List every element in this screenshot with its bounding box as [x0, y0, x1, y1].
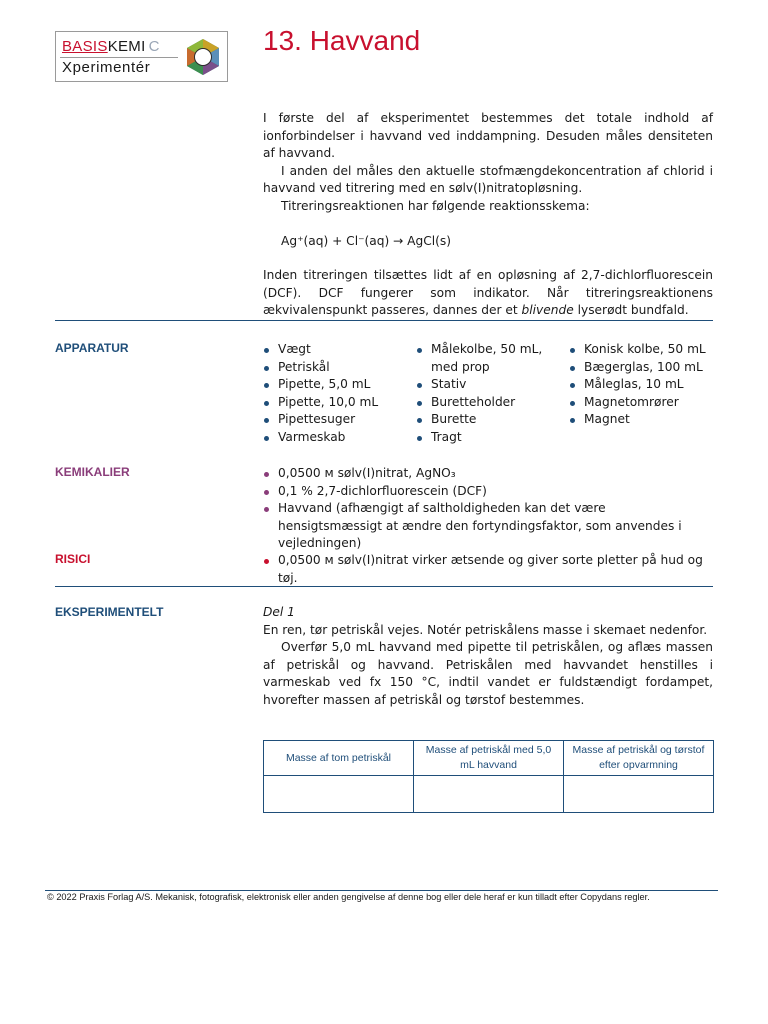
apparatur-item-label: Varmeskab [278, 429, 346, 444]
table-cell-dish-with-residue[interactable] [564, 776, 714, 813]
apparatur-item [569, 411, 719, 429]
apparatur-item-label: Magnet [584, 412, 630, 427]
apparatur-item-label: Buretteholder [431, 394, 516, 409]
page-title: 13. Havvand [263, 25, 421, 56]
apparatur-item [263, 429, 408, 447]
bullet-icon [264, 401, 269, 406]
experiment-text [263, 604, 713, 710]
risici-list [263, 552, 713, 587]
reaction-equation: Ag⁺(aq) + Cl⁻(aq) → AgCl(s) [281, 233, 452, 248]
apparatur-heading: APPARATUR [55, 341, 129, 355]
apparatur-item-label: Pipette, 5,0 mL [278, 377, 371, 392]
bullet-icon [417, 418, 422, 423]
bullet-icon [570, 366, 575, 371]
table-header-empty-dish: Masse af tom petriskål [264, 741, 414, 776]
table-row [264, 776, 714, 813]
apparatur-item-label: Konisk kolbe, 50 mL [584, 342, 706, 356]
apparatur-item-label: Pipettesuger [278, 412, 356, 427]
risiko-item-label: 0,0500 ᴍ sølv(I)nitrat virker ætsende og giver sorte pletter på hud og tøj. [278, 553, 703, 585]
apparatur-item-label: Pipette, 10,0 mL [278, 394, 379, 409]
logo-divider [60, 57, 178, 58]
apparatur-item [416, 359, 566, 377]
bullet-icon [264, 436, 269, 441]
apparatur-item [569, 376, 719, 394]
bullet-icon [417, 436, 422, 441]
table-cell-dish-with-seawater[interactable] [414, 776, 564, 813]
intro-p4-start: Inden titreringen tilsættes lidt af en opløsning af 2,7-dichlorfluorescein (DCF). DCF fungerer som indikator. Når titreringsreaktionens ækvivalenspunkt passeres, dannes der et [263, 268, 713, 318]
table-header-dish-with-seawater: Masse af petriskål med 5,0 mL havvand [414, 741, 564, 776]
bullet-icon [264, 383, 269, 388]
mass-table [263, 740, 714, 813]
logo-c: C [148, 38, 160, 55]
intro-paragraph-3: Titreringsreaktionen har følgende reaktionsskema: [281, 198, 590, 213]
apparatur-item-label: Vægt [278, 342, 311, 356]
intro-paragraph-1: I første del af eksperimentet bestemmes det totale indhold af ionforbindelser i havvand ved inddampning. Desuden måles densiteten af havvand. [263, 111, 713, 161]
risici-heading: RISICI [55, 552, 91, 566]
kemikalie-item [263, 483, 713, 501]
apparatur-item-label: Tragt [431, 429, 462, 444]
intro-p4-italic: blivende [521, 303, 574, 318]
apparatur-item [416, 411, 566, 429]
logo-subtitle: Xperimentér [62, 59, 151, 76]
table-cell-empty-dish[interactable] [264, 776, 414, 813]
intro-paragraph-4 [263, 267, 713, 320]
bullet-icon [264, 348, 269, 353]
intro-paragraph-2: I anden del måles den aktuelle stofmængdekoncentration af chlorid i havvand ved titrering med en sølv(I)nitratopløsning. [263, 163, 713, 196]
apparatur-item [263, 359, 408, 377]
apparatur-item-label: Målekolbe, 50 mL, [431, 342, 543, 356]
apparatur-item-label: Petriskål [278, 359, 330, 374]
risiko-item [263, 552, 713, 587]
bullet-icon [570, 383, 575, 388]
apparatur-item [569, 341, 719, 359]
kemikalie-item-label: Havvand (afhængigt af saltholdigheden kan det være hensigtsmæssigt at ændre den fortyndingsfaktor, som anvendes i vejledningen) [278, 501, 682, 551]
section-divider [55, 320, 713, 321]
apparatur-list-2 [416, 341, 566, 447]
apparatur-item-label: Bægerglas, 100 mL [584, 359, 703, 374]
kemikalier-heading: KEMIKALIER [55, 465, 130, 479]
footer-divider [45, 890, 718, 891]
kemikalie-item-label: 0,0500 ᴍ sølv(I)nitrat, AgNO₃ [278, 466, 456, 480]
kemikalie-item [263, 500, 713, 553]
bullet-icon [570, 348, 575, 353]
apparatur-item [416, 341, 566, 359]
bullet-icon [570, 418, 575, 423]
copyright-footer: © 2022 Praxis Forlag A/S. Mekanisk, fotografisk, elektronisk eller anden gengivelse af denne bog eller dele heraf er kun tilladt efter Copydans regler. [47, 892, 650, 902]
experiment-paragraph-2: Overfør 5,0 mL havvand med pipette til petriskålen, og aflæs massen af petriskål og havvand. Petriskålen med havvandet henstilles i varmeskab ved fx 150 °C, indtil vandet er fuldstændigt fordampet, hvorefter massen af petriskål og tørstof bestemmes. [263, 640, 713, 707]
apparatur-item [416, 429, 566, 447]
apparatur-item [569, 359, 719, 377]
kemikalier-list [263, 465, 713, 553]
bullet-icon [264, 507, 269, 512]
kemikalie-item-label: 0,1 % 2,7-dichlorfluorescein (DCF) [278, 483, 487, 498]
apparatur-list-1 [263, 341, 408, 447]
section-divider [55, 586, 713, 587]
apparatur-item-label: med prop [431, 359, 490, 374]
eksperimentelt-heading: EKSPERIMENTELT [55, 605, 164, 619]
experiment-paragraph-1: En ren, tør petriskål vejes. Notér petriskålens masse i skemaet nedenfor. [263, 622, 708, 637]
bullet-icon [264, 418, 269, 423]
apparatur-item-label: Burette [431, 412, 477, 427]
hexagon-nut-logo-icon [183, 37, 223, 77]
bullet-icon [417, 383, 422, 388]
bullet-icon [264, 559, 269, 564]
bullet-icon [264, 366, 269, 371]
kemikalie-item [263, 465, 713, 483]
apparatur-item [263, 394, 408, 412]
apparatur-item-label: Måleglas, 10 mL [584, 377, 684, 392]
apparatur-item [263, 411, 408, 429]
bullet-icon [264, 490, 269, 495]
apparatur-item [569, 394, 719, 412]
bullet-icon [417, 348, 422, 353]
logo-basis: BASIS [62, 38, 108, 55]
apparatur-item-label: Magnetomrører [584, 394, 679, 409]
bullet-icon [264, 472, 269, 477]
apparatur-list-3 [569, 341, 719, 429]
bullet-icon [570, 401, 575, 406]
intro-p4-end: lyserødt bundfald. [573, 303, 689, 318]
logo-kemi: KEMI [107, 38, 146, 55]
table-header-row [264, 741, 714, 776]
bullet-icon [417, 401, 422, 406]
apparatur-item [263, 341, 408, 359]
apparatur-item [416, 394, 566, 412]
part-title: Del 1 [263, 605, 295, 619]
logo [55, 31, 228, 82]
intro-text [263, 110, 713, 320]
apparatur-item [416, 376, 566, 394]
apparatur-item [263, 376, 408, 394]
table-header-dish-with-residue: Masse af petriskål og tørstof efter opvarmning [564, 741, 714, 776]
logo-wordmark [62, 38, 160, 55]
apparatur-item-label: Stativ [431, 377, 467, 392]
